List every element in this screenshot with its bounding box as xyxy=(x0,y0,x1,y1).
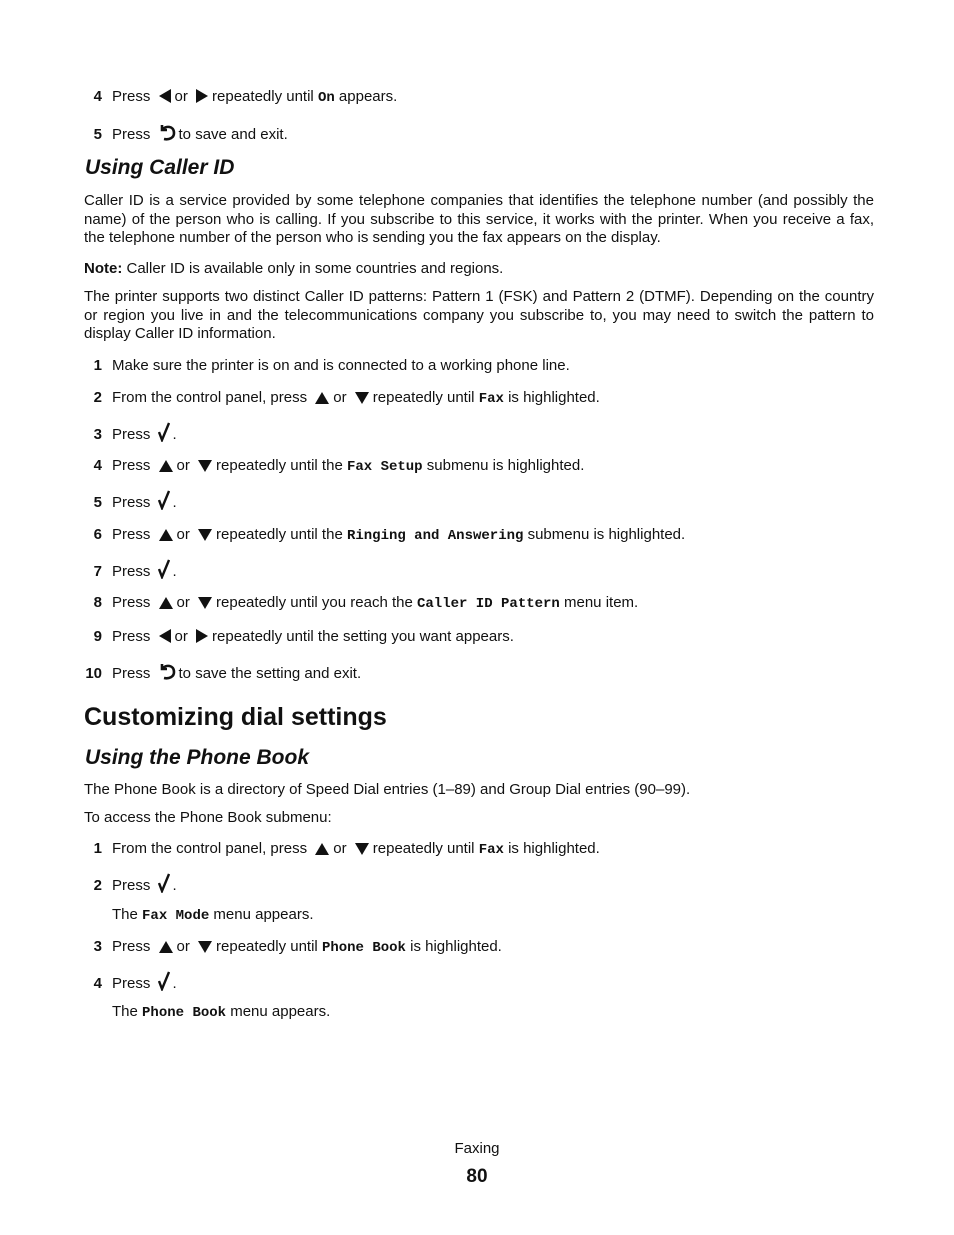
caller-step-10: 10 Press to save the setting and exit. xyxy=(84,661,361,685)
phone-book-intro: The Phone Book is a directory of Speed Dial entries (1–89) and Group Dial entries (90–99). xyxy=(84,781,691,798)
dial-settings-heading: Customizing dial settings xyxy=(84,703,387,731)
book-step-4: 4 Press . xyxy=(84,971,177,995)
down-arrow-icon xyxy=(197,596,213,610)
left-arrow-icon xyxy=(158,88,172,104)
top-step-4: 4 Press or repeatedly until On appears. xyxy=(93,88,398,106)
caller-step-2: 2 From the control panel, press or repeatedly until Fax is highlighted. xyxy=(93,389,600,407)
caller-step-5: 5 Press . xyxy=(84,490,177,514)
checkmark-icon xyxy=(158,873,170,893)
caller-id-note: Note: Caller ID is available only in some countries and regions. xyxy=(84,260,504,277)
book-step-3: 3 Press or repeatedly until Phone Book is highlighted. xyxy=(93,938,502,956)
caller-id-intro: Caller ID is a service provided by some telephone companies that identifies the telephone number (and possibly the name) of the person who is calling. If you subscribe to this service, it works with the printer. When you receive a fax, the telephone number of the person who is sending you the fax appears on the display. xyxy=(84,192,874,246)
caller-step-4: 4 Press or repeatedly until the Fax Setup submenu is highlighted. xyxy=(93,457,585,475)
up-arrow-icon xyxy=(158,596,174,610)
down-arrow-icon xyxy=(197,459,213,473)
caller-step-6: 6 Press or repeatedly until the Ringing and Answering submenu is highlighted. xyxy=(93,526,686,544)
book-step-2-result: The Fax Mode menu appears. xyxy=(112,906,314,924)
caller-step-3: 3 Press . xyxy=(84,422,177,446)
note-label: Note: xyxy=(84,260,123,277)
phone-book-heading: Using the Phone Book xyxy=(85,746,310,769)
book-step-2: 2 Press . xyxy=(84,873,177,897)
up-arrow-icon xyxy=(314,391,330,405)
up-arrow-icon xyxy=(158,459,174,473)
up-arrow-icon xyxy=(158,528,174,542)
caller-id-patterns: The printer supports two distinct Caller ID patterns: Pattern 1 (FSK) and Pattern 2 (DTMF). Depending on the country or region you live in and the telecommunications company you subscribe to, you may need to switch the pattern to display Caller ID information. xyxy=(84,288,874,342)
down-arrow-icon xyxy=(197,940,213,954)
caller-step-9: 9 Press or repeatedly until the setting you want appears. xyxy=(93,628,514,645)
down-arrow-icon xyxy=(354,842,370,856)
checkmark-icon xyxy=(158,559,170,579)
right-arrow-icon xyxy=(195,88,209,104)
checkmark-icon xyxy=(158,971,170,991)
up-arrow-icon xyxy=(158,940,174,954)
down-arrow-icon xyxy=(197,528,213,542)
checkmark-icon xyxy=(158,490,170,510)
footer-section: Faxing xyxy=(454,1140,500,1157)
down-arrow-icon xyxy=(354,391,370,405)
page-number: 80 xyxy=(466,1166,488,1187)
book-step-1: 1 From the control panel, press or repeatedly until Fax is highlighted. xyxy=(93,840,600,858)
caller-step-1: 1 Make sure the printer is on and is connected to a working phone line. xyxy=(93,357,570,374)
caller-id-heading: Using Caller ID xyxy=(85,156,235,179)
back-icon xyxy=(158,661,176,681)
caller-step-8: 8 Press or repeatedly until you reach the Caller ID Pattern menu item. xyxy=(93,594,639,612)
left-arrow-icon xyxy=(158,628,172,644)
caller-step-7: 7 Press . xyxy=(84,559,177,583)
phone-book-access: To access the Phone Book submenu: xyxy=(84,809,332,826)
book-step-4-result: The Phone Book menu appears. xyxy=(112,1003,331,1021)
right-arrow-icon xyxy=(195,628,209,644)
checkmark-icon xyxy=(158,422,170,442)
up-arrow-icon xyxy=(314,842,330,856)
back-icon xyxy=(158,122,176,142)
top-step-5: 5 Press to save and exit. xyxy=(84,122,288,146)
